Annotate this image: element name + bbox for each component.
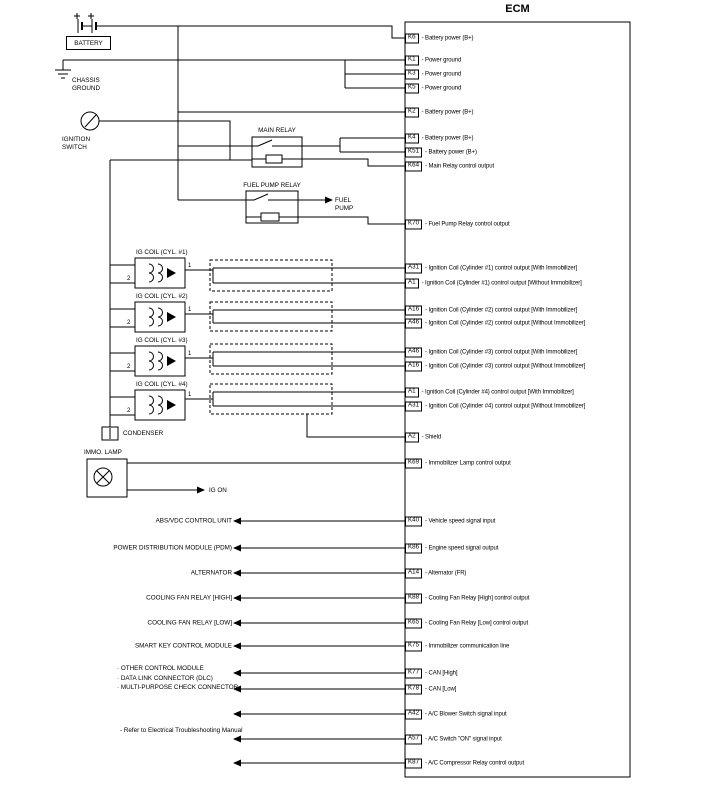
grouped-unit-label: · DATA LINK CONNECTOR (DLC): [117, 674, 213, 682]
ig-on-label: IG ON: [209, 487, 227, 494]
grouped-units: [117, 664, 238, 693]
ecm-pin-row: [405, 543, 498, 554]
ecm-pin-row: [405, 305, 577, 316]
coil3-terminal-1: 1: [188, 351, 192, 357]
main-relay-icon: [252, 137, 302, 167]
battery-icon: [74, 13, 96, 33]
pin-description: - Engine speed signal output: [425, 545, 499, 551]
pin-description: - Ignition Coil (Cylinder #3) control output [Without Immobilizer]: [425, 363, 586, 369]
pin-description: - Power ground: [421, 71, 462, 77]
pin-id-box: K69: [405, 458, 422, 468]
pin-description: - Power ground: [421, 85, 462, 91]
pin-description: - A/C Blower Switch signal input: [425, 711, 507, 717]
ecm-pin-row: [405, 734, 502, 745]
chassis-ground-line2: GROUND: [72, 84, 100, 92]
pin-description: - Immobilizer Lamp control output: [425, 460, 511, 466]
ecm-pin-row: [405, 641, 509, 652]
ecm-pin-row: [405, 263, 577, 274]
ecm-title: ECM: [505, 3, 530, 15]
ecm-pin-row: [405, 401, 585, 412]
pin-description: - Battery power (B+): [425, 149, 477, 155]
chassis-ground-line1: CHASSIS: [72, 77, 100, 84]
ecm-pin-row: [405, 516, 495, 527]
coil4-terminal-1: 1: [188, 392, 192, 398]
external-unit-label: SMART KEY CONTROL MODULE: [134, 642, 232, 650]
ecm-pin-row: [405, 361, 585, 372]
pin-description: - Main Relay control output: [425, 163, 495, 169]
pin-description: - Power ground: [421, 57, 462, 63]
ecm-pin-row: [405, 668, 458, 679]
coil2-terminal-1: 1: [188, 307, 192, 313]
ecm-pin-row: [405, 568, 466, 579]
pin-description: - Shield: [421, 434, 442, 440]
pin-id-box: A1: [405, 387, 419, 397]
pin-id-box: A46: [405, 347, 422, 357]
ecm-pin-row: [405, 347, 577, 358]
pin-id-box: K3: [405, 69, 419, 79]
ig-coil-1-label: IG COIL (CYL. #1): [136, 249, 188, 256]
pin-id-box: K6: [405, 33, 419, 43]
pin-id-box: K5: [405, 83, 419, 93]
ecm-pin-row: [405, 758, 524, 769]
ig-coil-3-label: IG COIL (CYL. #3): [136, 337, 188, 344]
ignition-switch-line2: SWITCH: [62, 143, 87, 151]
pin-description: - Battery power (B+): [421, 35, 474, 41]
pin-id-box: K86: [405, 543, 422, 553]
pin-id-box: K64: [405, 161, 422, 171]
pin-description: - Vehicle speed signal input: [425, 518, 496, 524]
immo-lamp-label: IMMO. LAMP: [84, 449, 122, 456]
pin-id-box: A2: [405, 432, 419, 442]
ecm-pin-row: [405, 33, 473, 44]
pin-id-box: A1: [405, 278, 419, 288]
pin-id-box: A31: [405, 263, 422, 273]
pin-description: - Ignition Coil (Cylinder #3) control output [With Immobilizer]: [425, 349, 578, 355]
fuel-pump-label: [335, 197, 353, 213]
pin-id-box: K70: [405, 219, 422, 229]
ecm-pin-row: [405, 432, 441, 443]
battery-box: BATTERY: [66, 36, 111, 50]
grouped-unit-label: · OTHER CONTROL MODULE: [117, 665, 204, 672]
ecm-pin-row: [405, 318, 585, 329]
ecm-pin-row: [405, 593, 529, 604]
coil1-terminal-1: 1: [188, 263, 192, 269]
pin-description: - A/C Switch "ON" signal input: [425, 736, 502, 742]
ecm-pin-row: [405, 458, 511, 469]
ecm-pin-row: [405, 133, 473, 144]
pin-id-box: A31: [405, 401, 422, 411]
fuel-pump-line1: FUEL: [335, 197, 352, 204]
pin-id-box: K51: [405, 147, 422, 157]
main-relay-label: MAIN RELAY: [258, 127, 296, 134]
condenser-label: CONDENSER: [123, 430, 164, 437]
ecm-pin-row: [405, 709, 507, 720]
immo-lamp-icon: [87, 459, 127, 497]
pin-description: - Cooling Fan Relay [High] control output: [425, 595, 530, 601]
pin-id-box: K40: [405, 516, 422, 526]
external-unit-label: ABS/VDC CONTROL UNIT: [155, 517, 232, 525]
ecm-pin-row: [405, 684, 456, 695]
pin-id-box: K4: [405, 133, 419, 143]
fuel-pump-relay-icon: [246, 191, 298, 223]
ecm-pin-row: [405, 55, 461, 66]
pin-description: - A/C Compressor Relay control output: [425, 760, 525, 766]
coil1-terminal-2: 2: [127, 276, 131, 282]
pin-description: - Immobilizer communication line: [425, 643, 510, 649]
fuel-pump-relay-label: FUEL PUMP RELAY: [243, 182, 301, 189]
pin-id-box: A57: [405, 734, 422, 744]
pin-description: - Alternator (FR): [425, 570, 467, 576]
external-unit-label: COOLING FAN RELAY [LOW]: [147, 619, 232, 627]
pin-id-box: K87: [405, 758, 422, 768]
fuel-pump-arrow: [325, 197, 333, 204]
pin-id-box: A42: [405, 709, 422, 719]
pin-description: - Ignition Coil (Cylinder #4) control output [With Immobilizer]: [421, 389, 574, 395]
wires: [55, 26, 405, 763]
pin-id-box: A16: [405, 305, 422, 315]
ecm-pin-row: [405, 69, 461, 80]
pin-description: - Battery power (B+): [421, 135, 474, 141]
ecm-pin-row: [405, 219, 510, 230]
pin-description: - Ignition Coil (Cylinder #1) control output [Without Immobilizer]: [421, 280, 582, 286]
pin-description: - Battery power (B+): [421, 109, 474, 115]
pin-description: - Ignition Coil (Cylinder #2) control output [With Immobilizer]: [425, 307, 578, 313]
ignition-switch-line1: IGNITION: [62, 136, 90, 143]
pin-description: - CAN [High]: [425, 670, 458, 676]
external-unit-label: POWER DISTRIBUTION MODULE (PDM): [113, 544, 232, 552]
pin-description: - Ignition Coil (Cylinder #4) control output [Without Immobilizer]: [425, 403, 586, 409]
pin-description: - CAN [Low]: [425, 686, 457, 692]
ignition-switch-label: [62, 136, 90, 151]
chassis-ground-label: [72, 77, 100, 92]
pin-id-box: K1: [405, 55, 419, 65]
ecm-pin-row: [405, 83, 461, 94]
coil4-terminal-2: 2: [127, 408, 131, 414]
condenser-icon: [102, 427, 118, 440]
external-unit-label: ALTERNATOR: [190, 569, 232, 577]
pin-description: - Ignition Coil (Cylinder #1) control output [With Immobilizer]: [425, 265, 578, 271]
pin-id-box: K88: [405, 593, 422, 603]
pin-description: - Fuel Pump Relay control output: [425, 221, 510, 227]
ecm-pin-row: [405, 107, 473, 118]
ig-on-arrow: [197, 487, 205, 494]
ecm-pin-row: [405, 387, 574, 398]
ecm-pin-row: [405, 161, 494, 172]
ig-coil-4-label: IG COIL (CYL. #4): [136, 381, 188, 388]
ecm-pin-row: [405, 147, 477, 158]
coil3-terminal-2: 2: [127, 364, 131, 370]
fuel-pump-line2: PUMP: [335, 205, 354, 212]
ecm-pin-row: [405, 618, 528, 629]
pin-id-box: K65: [405, 618, 422, 628]
pin-id-box: A14: [405, 568, 422, 578]
pin-id-box: A46: [405, 318, 422, 328]
pin-description: - Ignition Coil (Cylinder #2) control output [Without Immobilizer]: [425, 320, 586, 326]
pin-id-box: K78: [405, 684, 422, 694]
grouped-unit-label: · MULTI-PURPOSE CHECK CONNECTOR: [117, 684, 239, 691]
troubleshooting-note: - Refer to Electrical Troubleshooting Manual: [120, 727, 243, 734]
pin-id-box: K2: [405, 107, 419, 117]
external-unit-label: COOLING FAN RELAY [HIGH]: [146, 594, 232, 602]
pin-description: - Cooling Fan Relay [Low] control output: [425, 620, 529, 626]
ignition-switch-icon: [81, 112, 99, 130]
pin-id-box: K75: [405, 641, 422, 651]
pin-id-box: K77: [405, 668, 422, 678]
pin-id-box: A16: [405, 361, 422, 371]
ecm-pin-row: [405, 278, 582, 289]
ig-coil-2-label: IG COIL (CYL. #2): [136, 293, 188, 300]
coil2-terminal-2: 2: [127, 320, 131, 326]
